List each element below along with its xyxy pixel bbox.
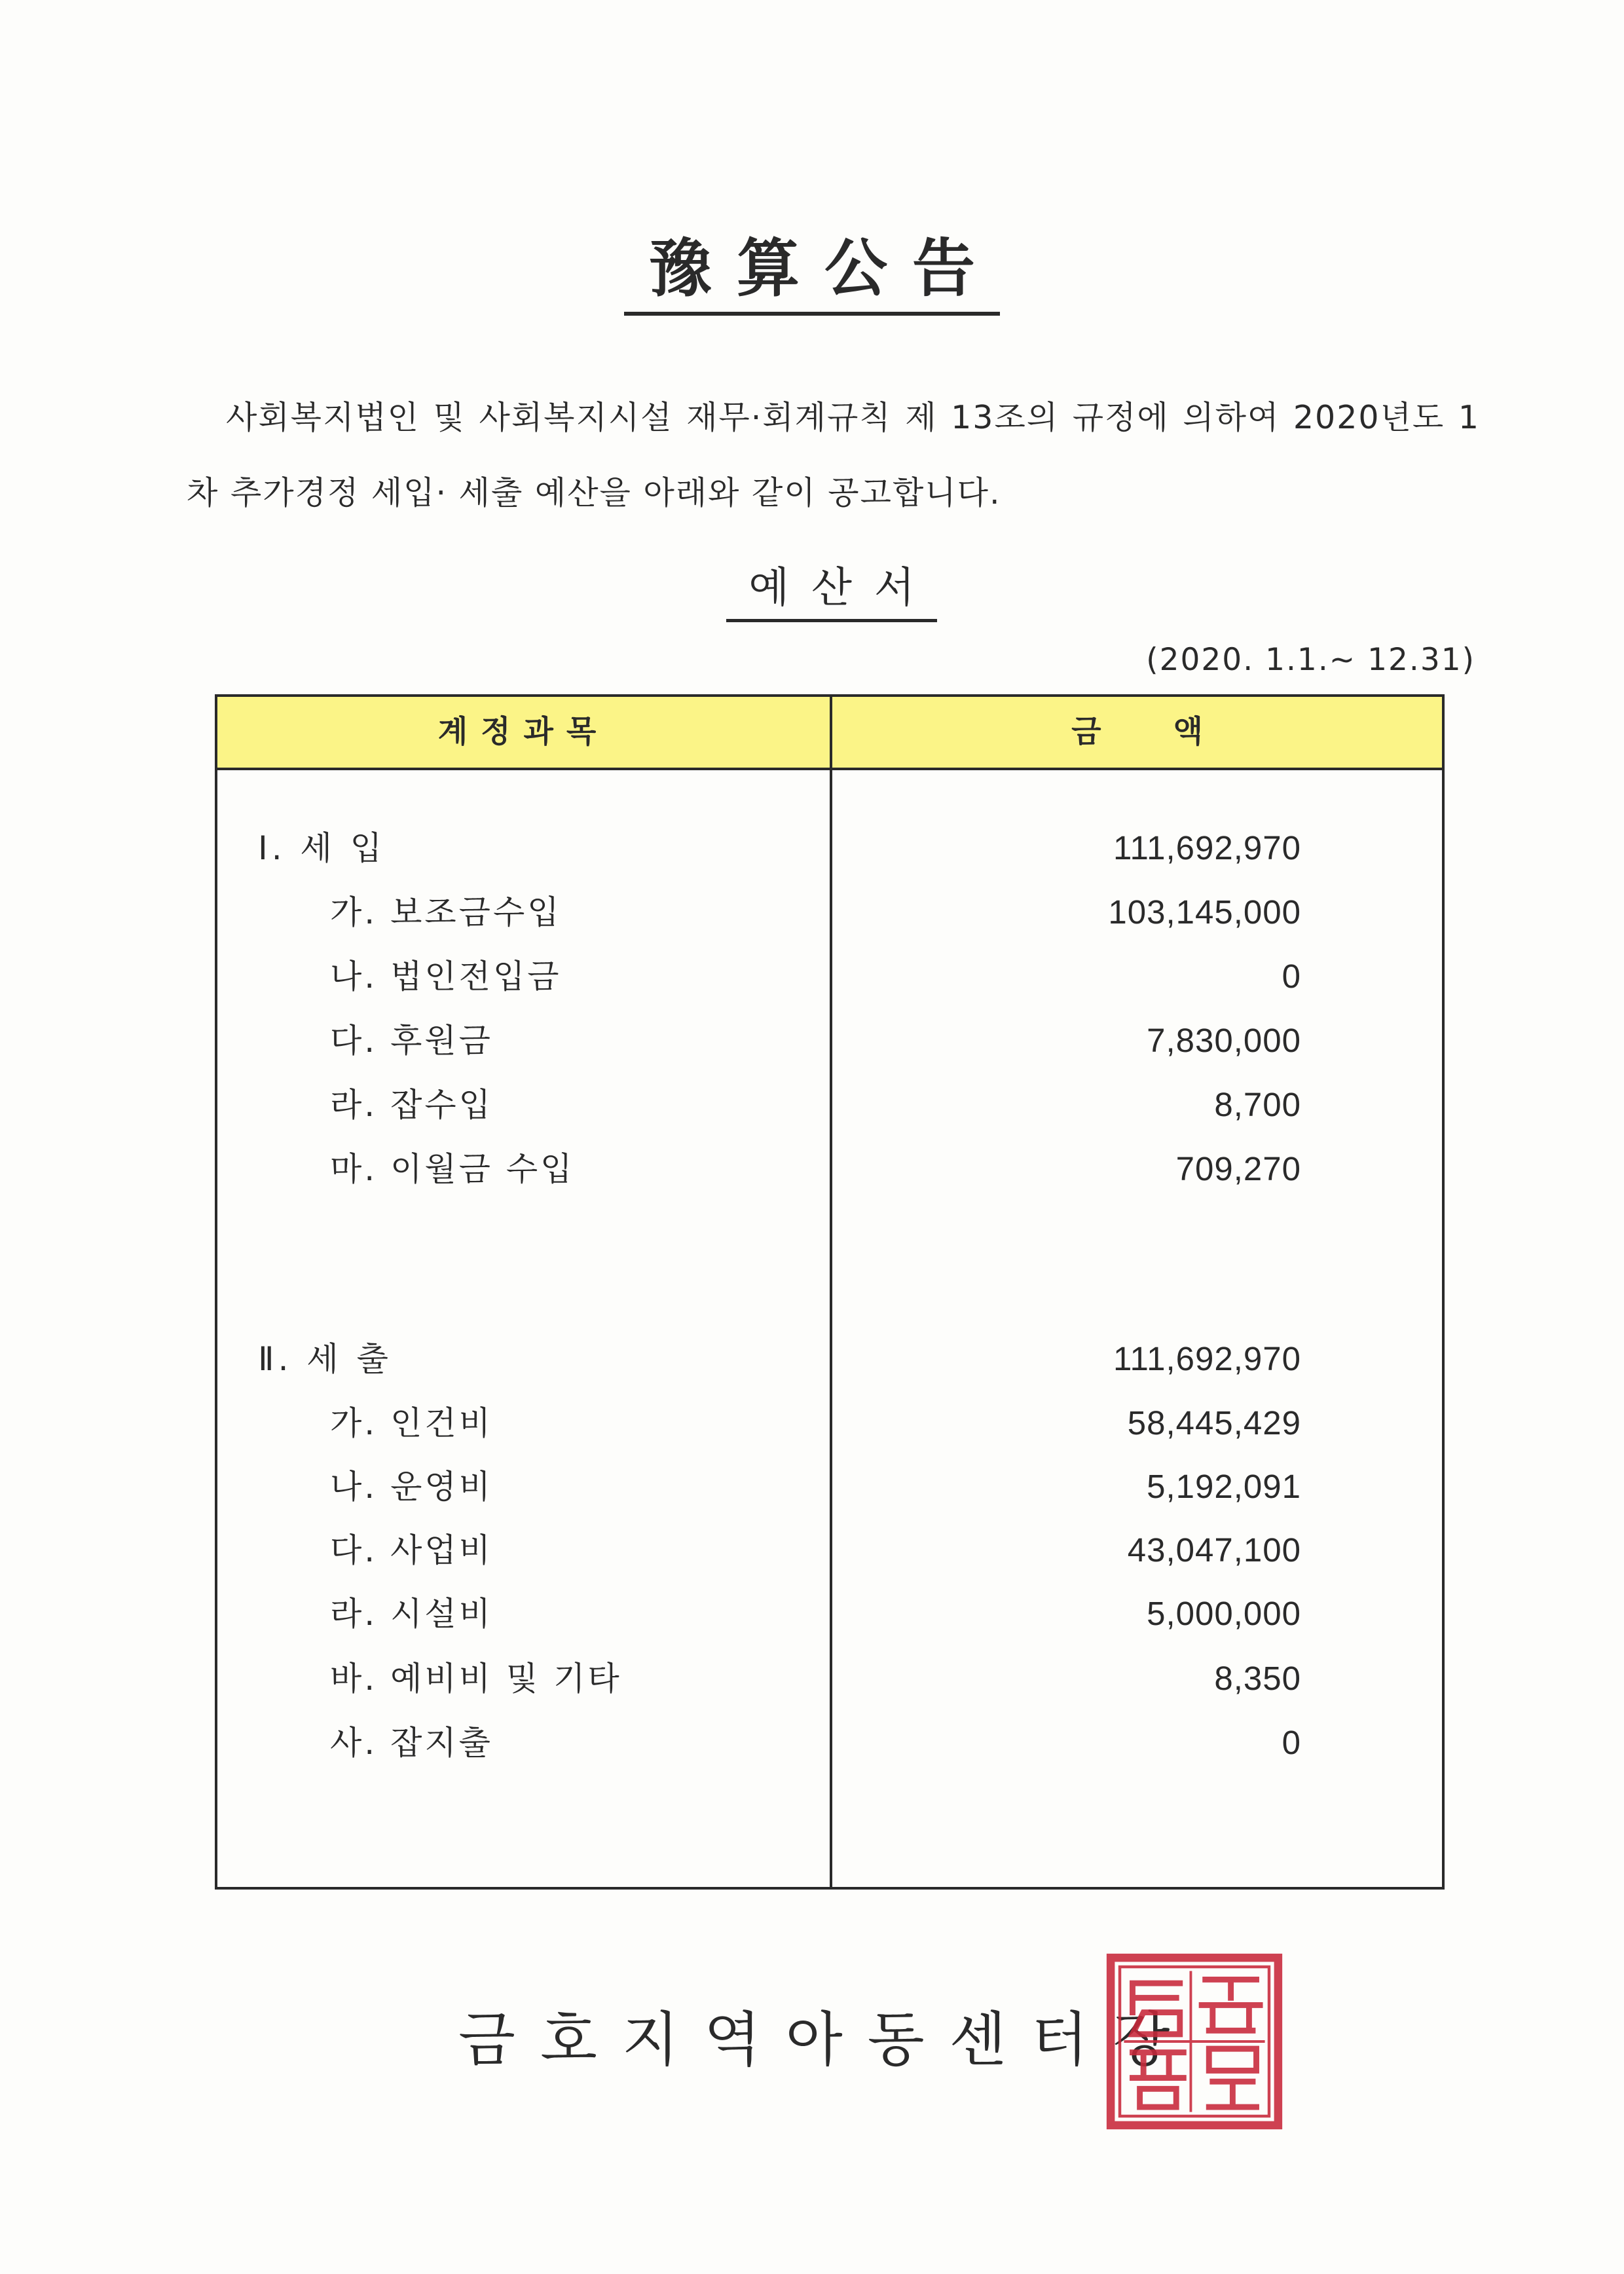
header-account: 계정과목 [437,714,610,750]
table-row [217,1394,1442,1453]
row-amount: 0 [1282,1724,1301,1761]
row-label: 라. 시설비 [330,1595,493,1633]
row-amount: 7,830,000 [1147,1022,1301,1059]
row-label: 라. 잡수입 [330,1086,493,1124]
revenue-total-row [217,819,1442,878]
official-seal-stamp [1103,1950,1285,2133]
revenue-total-amount: 111,692,970 [1113,829,1301,867]
table-row [217,1521,1442,1580]
row-label: 나. 운영비 [330,1468,493,1506]
row-label: 가. 인건비 [330,1404,493,1442]
row-label: 사. 잡지출 [330,1724,493,1762]
table-row [217,1457,1442,1516]
table-row [217,947,1442,1006]
row-label: 가. 보조금수입 [330,893,562,931]
expenditure-total-amount: 111,692,970 [1113,1340,1301,1377]
row-amount: 43,047,100 [1127,1531,1301,1569]
row-label: 다. 사업비 [330,1531,493,1569]
table-row [217,1140,1442,1199]
row-amount: 103,145,000 [1108,893,1301,931]
row-amount: 0 [1282,958,1301,995]
row-amount: 8,700 [1214,1086,1301,1123]
row-amount: 8,350 [1214,1660,1301,1697]
expenditure-section-label: Ⅱ. 세 출 [258,1340,392,1378]
header-amount: 금액 [1071,714,1275,750]
budget-period: (2020. 1.1.~ 12.31) [1146,642,1475,678]
row-label: 바. 예비비 및 기타 [330,1660,622,1698]
budget-subtitle-text: 예산서 [726,560,936,622]
signature-line: 금호지역아동센터장 [458,2005,1195,2074]
row-label: 나. 법인전입금 [330,958,562,996]
table-row [217,1011,1442,1070]
table-row [217,1075,1442,1134]
budget-subtitle [0,560,1624,622]
row-amount: 5,000,000 [1147,1595,1301,1632]
budget-table [215,694,1445,1890]
intro-paragraph: 사회복지법인 및 사회복지시설 재무·회계규칙 제 13조의 규정에 의하여 2020년도 1차 추가경정 세입· 세출 예산을 아래와 같이 공고합니다. [187,399,1480,512]
document-title [0,229,1624,321]
table-row [217,1649,1442,1708]
expenditure-total-row [217,1330,1442,1389]
document-title-text: 豫算公告 [624,229,1000,316]
row-amount: 709,270 [1175,1150,1301,1187]
row-label: 마. 이월금 수입 [330,1150,575,1188]
table-row [217,1713,1442,1772]
row-amount: 58,445,429 [1127,1404,1301,1442]
row-label: 다. 후원금 [330,1022,493,1060]
table-row [217,1584,1442,1643]
revenue-section-label: Ⅰ. 세 입 [258,829,386,867]
table-row [217,883,1442,942]
row-amount: 5,192,091 [1147,1468,1301,1505]
